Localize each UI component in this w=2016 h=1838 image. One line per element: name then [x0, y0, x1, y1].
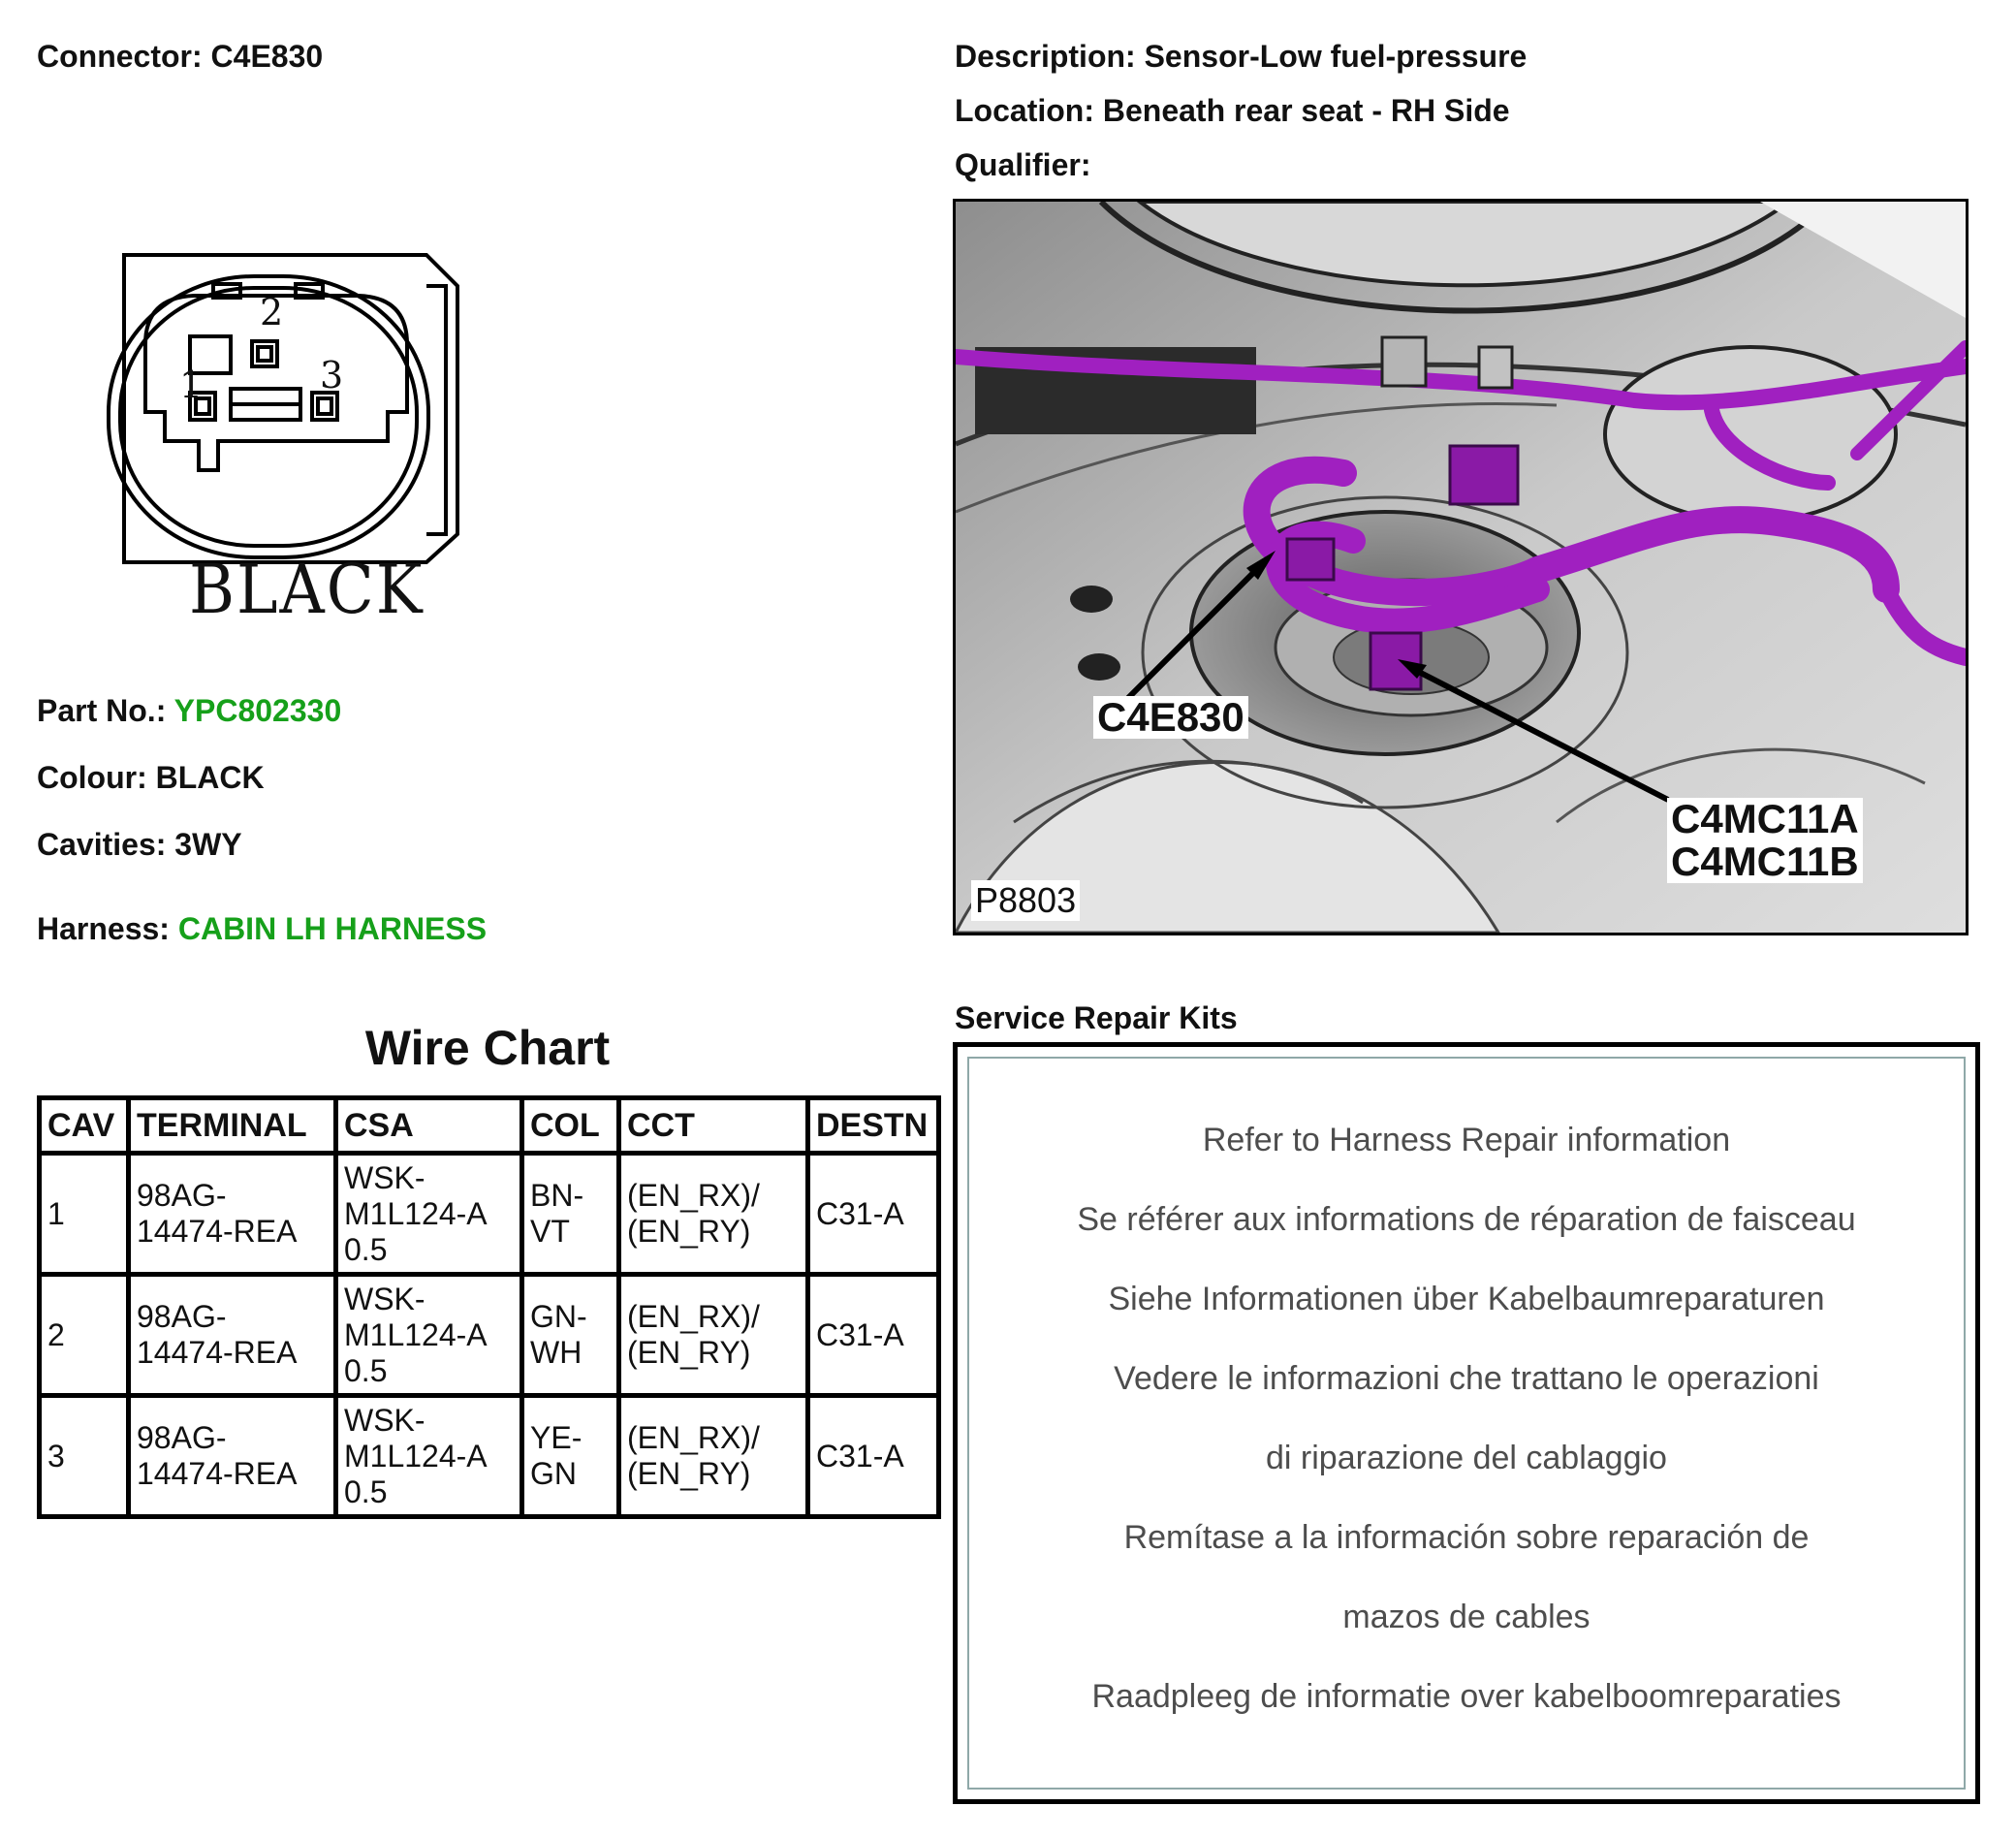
cell-col [522, 1154, 619, 1275]
cell-text: (EN_RX)/ [627, 1420, 760, 1455]
part-no-label: Part No.: [37, 693, 167, 728]
cell-cct [619, 1396, 808, 1517]
kit-line: Vedere le informazioni che trattano le operazioni [1114, 1360, 1819, 1397]
pin-2-number: 2 [260, 291, 284, 333]
cavities-line [37, 827, 242, 863]
colour-label: Colour: [37, 760, 147, 795]
cell-text: (EN_RX)/ [627, 1178, 760, 1213]
cell-text: 98AG- [137, 1420, 227, 1455]
cell-cav: 2 [40, 1275, 129, 1396]
cell-text: M1L124-A [344, 1438, 488, 1474]
qualifier-line [955, 147, 1090, 183]
connector-outline-icon [97, 247, 475, 567]
cell-cct [619, 1154, 808, 1275]
cell-csa [336, 1275, 522, 1396]
photo-reference-id: P8803 [971, 880, 1080, 921]
pin-1-number: 1 [179, 364, 204, 406]
cavities-label: Cavities: [37, 827, 167, 862]
connector-line [37, 39, 323, 75]
cell-text: 14474-REA [137, 1214, 298, 1249]
part-no-line [37, 693, 341, 729]
cell-text: GN- [530, 1299, 587, 1334]
table-row [40, 1154, 939, 1275]
header-csa: CSA [336, 1098, 522, 1154]
cell-text: (EN_RY) [627, 1456, 751, 1491]
colour-line [37, 760, 265, 796]
header-col: COL [522, 1098, 619, 1154]
harness-line [37, 911, 487, 947]
kit-line: di riparazione del cablaggio [1266, 1440, 1667, 1476]
cavities-value: 3WY [174, 827, 242, 862]
callout-c4e830: C4E830 [1093, 696, 1248, 739]
cell-text: (EN_RY) [627, 1335, 751, 1370]
cell-col [522, 1275, 619, 1396]
description-line [955, 39, 1527, 75]
location-label: Location: [955, 93, 1094, 128]
service-repair-kits-inner [967, 1057, 1966, 1790]
cell-text: 98AG- [137, 1178, 227, 1213]
kit-line: Raadpleeg de informatie over kabelboomreparaties [1091, 1678, 1842, 1715]
cell-text: VT [530, 1214, 570, 1249]
cell-csa [336, 1396, 522, 1517]
header-cct: CCT [619, 1098, 808, 1154]
cell-text: BN- [530, 1178, 584, 1213]
cell-text: 0.5 [344, 1352, 388, 1388]
wire-chart-table [37, 1095, 941, 1519]
part-no-value: YPC802330 [173, 693, 342, 728]
header-cav: CAV [40, 1098, 129, 1154]
cell-text: WSK- [344, 1159, 425, 1195]
callout-c4mc11a: C4MC11A [1671, 796, 1859, 841]
header-destn: DESTN [808, 1098, 939, 1154]
cell-terminal [129, 1154, 336, 1275]
cell-text: WSK- [344, 1281, 425, 1316]
description-label: Description: [955, 39, 1136, 74]
cell-text: YE- [530, 1420, 583, 1455]
cell-destn: C31-A [808, 1275, 939, 1396]
harness-value: CABIN LH HARNESS [177, 911, 488, 946]
cell-text: 14474-REA [137, 1456, 298, 1491]
service-repair-kits-title: Service Repair Kits [955, 1000, 1238, 1035]
cell-csa [336, 1154, 522, 1275]
pin-3-number: 3 [320, 354, 344, 396]
cell-text: (EN_RY) [627, 1214, 751, 1249]
cell-text: 0.5 [344, 1231, 388, 1267]
qualifier-label: Qualifier: [955, 147, 1091, 182]
wire-chart-title: Wire Chart [364, 1021, 611, 1075]
table-row [40, 1275, 939, 1396]
callout-c4mc11 [1667, 798, 1863, 883]
cell-text: 98AG- [137, 1299, 227, 1334]
cell-text: (EN_RX)/ [627, 1299, 760, 1334]
kit-line: Siehe Informationen über Kabelbaumreparaturen [1108, 1281, 1825, 1317]
cell-text: M1L124-A [344, 1316, 488, 1352]
kit-line: Se référer aux informations de réparation de faisceau [1077, 1201, 1856, 1238]
cell-cct [619, 1275, 808, 1396]
harness-label: Harness: [37, 911, 170, 946]
header-terminal: TERMINAL [129, 1098, 336, 1154]
cell-text: 14474-REA [137, 1335, 298, 1370]
colour-value: BLACK [155, 760, 265, 795]
location-photo [953, 199, 1969, 935]
cell-text: WH [530, 1335, 583, 1370]
cell-col [522, 1396, 619, 1517]
cell-terminal [129, 1396, 336, 1517]
connector-value: C4E830 [210, 39, 324, 74]
location-value: Beneath rear seat - RH Side [1102, 93, 1510, 128]
connector-label: Connector: [37, 39, 203, 74]
table-header-row [40, 1098, 939, 1154]
connector-colour-label: BLACK [189, 551, 425, 630]
table-row [40, 1396, 939, 1517]
cell-text: WSK- [344, 1402, 425, 1438]
cell-destn: C31-A [808, 1396, 939, 1517]
location-line [955, 93, 1510, 129]
description-value: Sensor-Low fuel-pressure [1144, 39, 1528, 74]
cell-text: GN [530, 1456, 577, 1491]
kit-line: Refer to Harness Repair information [1202, 1122, 1731, 1158]
service-repair-kits-box [953, 1042, 1980, 1804]
cell-destn: C31-A [808, 1154, 939, 1275]
kit-line: mazos de cables [1342, 1599, 1591, 1635]
cell-terminal [129, 1275, 336, 1396]
callout-c4mc11b: C4MC11B [1671, 839, 1859, 884]
kit-line: Remítase a la información sobre reparación de [1123, 1519, 1810, 1556]
cell-text: 0.5 [344, 1474, 388, 1509]
cell-text: M1L124-A [344, 1195, 488, 1231]
cell-cav: 1 [40, 1154, 129, 1275]
cell-cav: 3 [40, 1396, 129, 1517]
